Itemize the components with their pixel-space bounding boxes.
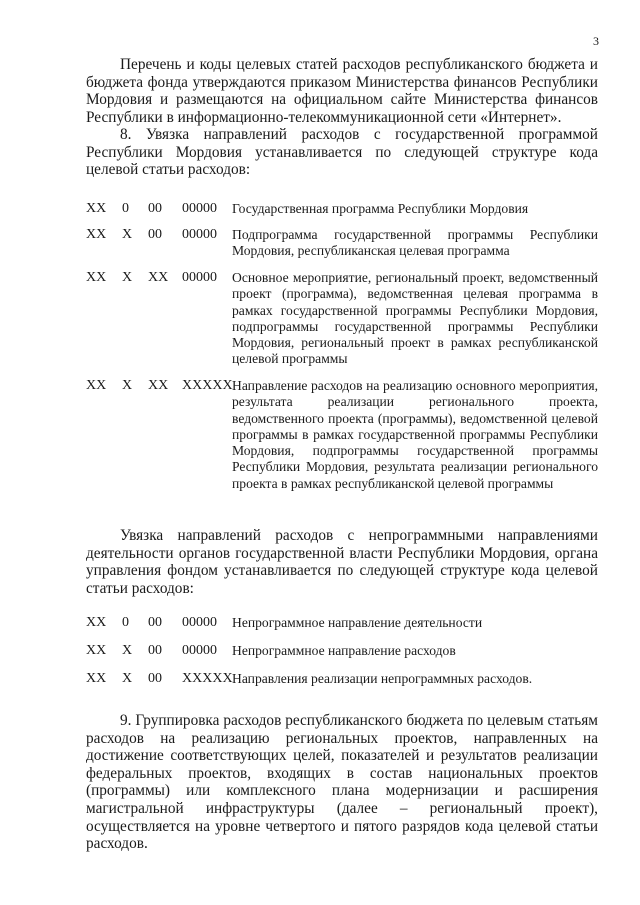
code-part-3: 00 (148, 201, 162, 216)
code-description: Непрограммное направление расходов (232, 643, 456, 658)
code-part-3: 00 (148, 671, 162, 686)
code-part-1: XX (86, 201, 107, 216)
code-part-4: XXXXX (182, 671, 233, 686)
code-part-2: 0 (122, 201, 129, 216)
code-part-2: X (122, 671, 133, 686)
paragraph-program-structure: 8. Увязка направлений расходов с государственной программой Республики Мордовия устанавливается по следующей структуре кода целевой статьи расходов: (86, 126, 598, 179)
code-description: Направления реализации непрограммных расходов. (232, 671, 533, 686)
code-description: Основное мероприятие, региональный проект, ведомственный проект (программа), ведомственная целевая программа в рамках государственной программы Республики Мордовия, подпрограммы государственной программы Республики Мордовия, региональный проект в рамках республиканской целевой программы (232, 270, 598, 367)
code-part-1: XX (86, 227, 107, 242)
code-part-1: XX (86, 671, 107, 686)
code-part-1: XX (86, 615, 107, 630)
code-part-2: X (122, 227, 133, 242)
page-number: 3 (593, 34, 599, 48)
paragraph-codes-approval: Перечень и коды целевых статей расходов республиканского бюджета и бюджета фонда утверждаются приказом Министерства финансов Республики Мордовия и размещаются на официальном сайте Министерства финансов Республики в информационно-телекоммуникационной сети «Интернет». (86, 56, 598, 126)
code-part-4: XXXXX (182, 378, 233, 393)
code-part-3: XX (148, 378, 169, 393)
code-description: Непрограммное направление деятельности (232, 615, 483, 630)
paragraph-nonprogram-structure: Увязка направлений расходов с непрограммными направлениями деятельности органов государственной власти Республики Мордовия, органа управления фондом устанавливается по следующей структуре кода целевой статьи расходов: (86, 527, 598, 597)
code-part-3: 00 (148, 615, 162, 630)
code-part-1: XX (86, 378, 107, 393)
code-part-2: X (122, 270, 133, 285)
code-part-4: 00000 (182, 643, 217, 658)
code-part-4: 00000 (182, 270, 217, 285)
code-part-3: 00 (148, 643, 162, 658)
code-part-4: 00000 (182, 227, 217, 242)
code-part-4: 00000 (182, 201, 217, 216)
code-part-1: XX (86, 270, 107, 285)
code-part-3: XX (148, 270, 169, 285)
code-part-2: X (122, 643, 133, 658)
code-part-2: 0 (122, 615, 129, 630)
code-part-2: X (122, 378, 133, 393)
code-description: Государственная программа Республики Мордовия (232, 201, 529, 216)
code-part-3: 00 (148, 227, 162, 242)
code-description: Подпрограмма государственной программы Республики Мордовия, республиканская целевая программа (232, 227, 598, 259)
code-description: Направление расходов на реализацию основного мероприятия, результата реализации регионального проекта, ведомственного проекта (программы), ведомственной целевой программы в рамках государственной программы Республики Мордовия, подпрограммы государственной программы Республики Мордовия, результата реализации регионального проекта в рамках республиканской целевой программы (232, 378, 598, 491)
paragraph-regional-projects: 9. Группировка расходов республиканского бюджета по целевым статьям расходов на реализацию региональных проектов, направленных на достижение соответствующих целей, показателей и результатов реализации федеральных проектов, входящих в состав национальных проектов (программы) или комплексного плана модернизации и расширения магистральной инфраструктуры (далее – региональный проект), осуществляется на уровне четвертого и пятого разрядов кода целевой статьи расходов. (86, 712, 598, 853)
code-part-1: XX (86, 643, 107, 658)
code-part-4: 00000 (182, 615, 217, 630)
